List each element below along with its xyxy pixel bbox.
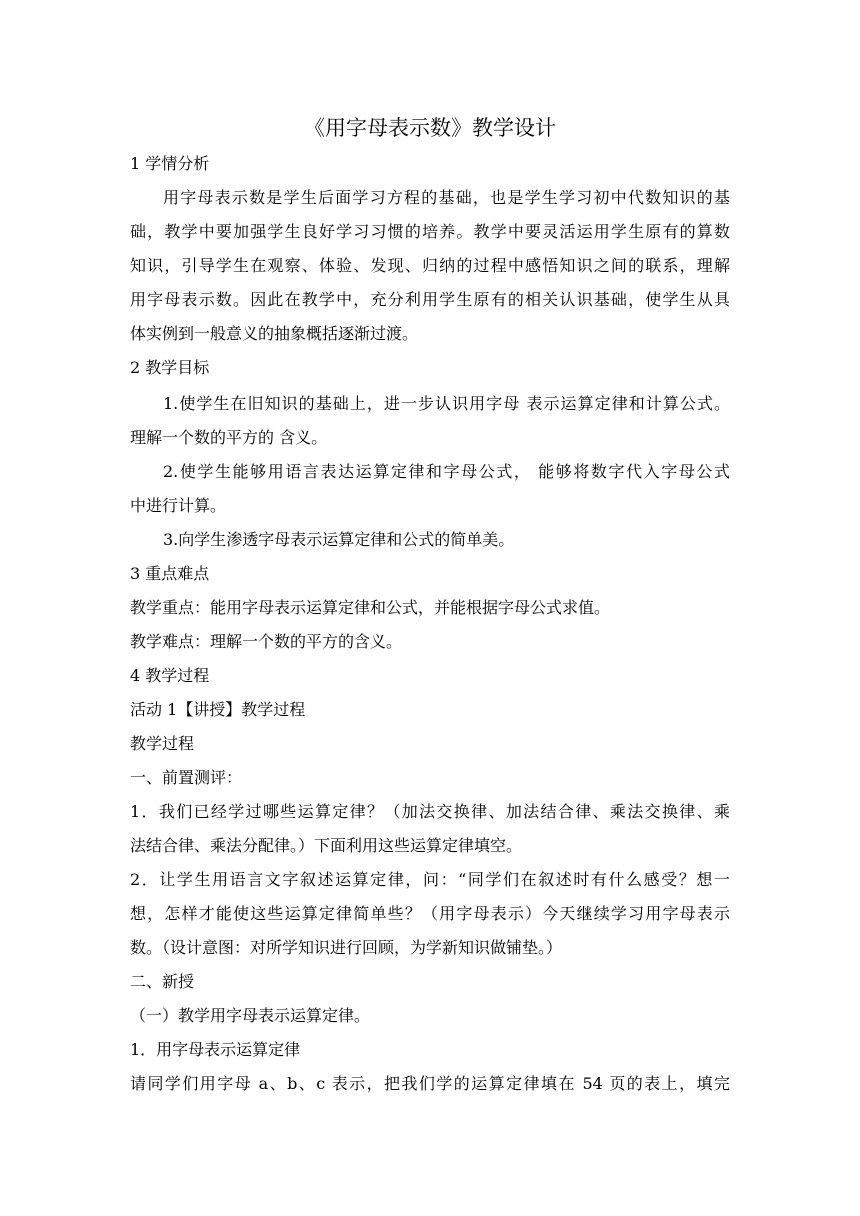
question-line: 2．让学生用语言文字叙述运算定律，问：“同学们在叙述时有什么感受？想一: [130, 870, 730, 889]
document-title: 《用字母表示数》教学设计: [304, 116, 556, 140]
section-heading-goals: 2 教学目标: [130, 358, 210, 377]
key-point-line: 教学重点：能用字母表示运算定律和公式，并能根据字母公式求值。: [130, 598, 611, 617]
activity-heading: 活动 1【讲授】教学过程: [130, 700, 306, 719]
section-heading-process: 4 教学过程: [130, 666, 210, 685]
paragraph-line: 用字母表示数是学生后面学习方程的基础，也是学生学习初中代数知识的基: [163, 188, 730, 207]
section-heading-key-points: 3 重点难点: [130, 564, 210, 583]
section-heading-analysis: 1 学情分析: [130, 154, 210, 173]
paragraph-line: 础，教学中要加强学生良好学习习惯的培养。教学中要灵活运用学生原有的算数: [130, 222, 730, 241]
question-line: 1．我们已经学过哪些运算定律？（加法交换律、加法结合律、乘法交换律、乘: [130, 802, 730, 821]
question-line: 数。（设计意图：对所学知识进行回顾，为学新知识做铺垫。）: [130, 938, 563, 957]
goal-line: 1.使学生在旧知识的基础上，进一步认识用字母 表示运算定律和计算公式。: [163, 394, 730, 413]
paragraph-line: 用字母表示数。因此在教学中，充分利用学生原有的相关认识基础，使学生从具: [130, 290, 730, 309]
question-line: 想，怎样才能使这些运算定律简单些？（用字母表示）今天继续学习用字母表示: [130, 904, 730, 923]
part-heading: 二、新授: [130, 972, 195, 991]
difficulty-line: 教学难点：理解一个数的平方的含义。: [130, 632, 403, 651]
goal-line: 理解一个数的平方的 含义。: [130, 428, 328, 447]
goal-line: 中进行计算。: [130, 496, 227, 515]
paragraph-line: 体实例到一般意义的抽象概括逐渐过渡。: [130, 324, 419, 343]
item-heading: 1．用字母表示运算定律: [130, 1040, 301, 1059]
goal-line: 2.使学生能够用语言表达运算定律和字母公式， 能够将数字代入字母公式: [163, 462, 730, 481]
question-line: 法结合律、乘法分配律。）下面利用这些运算定律填空。: [130, 836, 523, 855]
subsection-heading: （一）教学用字母表示运算定律。: [130, 1006, 371, 1025]
part-heading: 一、前置测评：: [130, 768, 243, 787]
item-text-line: 请同学们用字母 a、b、c 表示，把我们学的运算定律填在 54 页的表上，填完: [130, 1074, 730, 1093]
paragraph-line: 知识，引导学生在观察、体验、发现、归纳的过程中感悟知识之间的联系，理解: [130, 256, 730, 275]
process-label: 教学过程: [130, 734, 195, 753]
goal-line: 3.向学生渗透字母表示运算定律和公式的简单美。: [163, 530, 515, 549]
